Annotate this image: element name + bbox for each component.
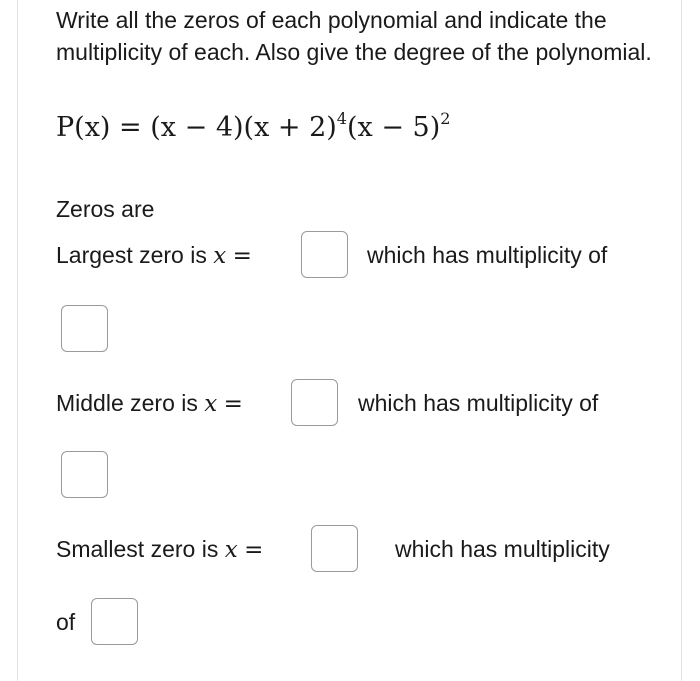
largest-zero-equals: = [232,243,252,269]
smallest-zero-equals: = [244,537,264,563]
smallest-multiplicity-input[interactable] [91,598,138,645]
middle-zero-var: x [204,391,218,417]
middle-zero-label: Middle zero is [56,390,198,416]
question-prompt: Write all the zeros of each polynomial and indicate the multiplicity of each. Also give the degree of the polynomial. [56,7,652,65]
largest-zero-label-group [56,242,252,269]
smallest-zero-label-group [56,536,263,563]
smallest-zero-label: Smallest zero is [56,536,219,562]
smallest-zero-input[interactable] [311,525,358,572]
content-frame [17,0,682,681]
middle-multiplicity-text: which has multiplicity of [358,390,599,416]
factor-2: (x + 2) [243,112,337,143]
polynomial-lhs: P(x) = [56,112,142,143]
largest-zero-label: Largest zero is [56,242,207,268]
middle-multiplicity-input[interactable] [61,451,108,498]
largest-zero-input[interactable] [301,231,348,278]
factor-1: (x − 4) [150,112,244,143]
middle-zero-input[interactable] [291,379,338,426]
largest-zero-var: x [213,243,227,269]
largest-multiplicity-input[interactable] [61,305,108,352]
middle-zero-label-group [56,390,243,417]
zeros-heading: Zeros are [56,196,155,222]
largest-multiplicity-text: which has multiplicity of [367,242,608,268]
exponent-3: 2 [440,109,451,128]
smallest-multiplicity-text: which has multiplicity [395,536,610,562]
factor-3: (x − 5) [346,112,441,143]
polynomial-expression [56,109,450,143]
smallest-of-text: of [56,609,76,635]
middle-zero-equals: = [223,391,243,417]
smallest-zero-var: x [224,537,238,563]
exponent-2: 4 [336,109,347,128]
